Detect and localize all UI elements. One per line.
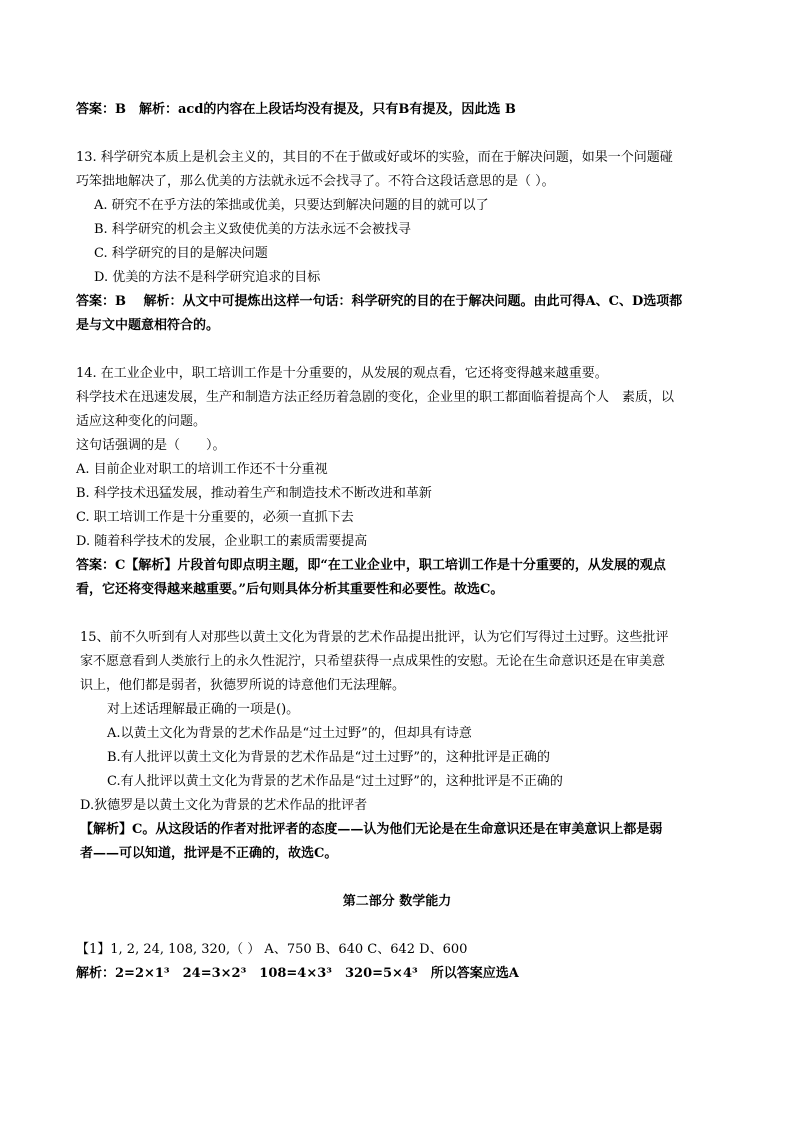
option-13-a: A. 研究不在乎方法的笨拙或优美，只要达到解决问题的目的就可以了 [94, 198, 489, 213]
option-15-a: A.以黄土文化为背景的艺术作品是“过土过野”的，但却具有诗意 [107, 726, 472, 741]
question-14-line-2: 科学技术在迅速发展，生产和制造方法正经历着急剧的变化，企业里的职工都面临着提高个人 素质，以 [76, 390, 675, 405]
option-14-c: C. 职工培训工作是十分重要的，必须一直抓下去 [76, 510, 354, 525]
answer-13-line-1: 答案：B 解析：从文中可提炼出这样一句话：科学研究的目的在于解决问题。由此可得A、C、D选项都 [76, 294, 683, 309]
option-15-b: B.有人批评以黄土文化为背景的艺术作品是“过土过野”的，这种批评是正确的 [107, 750, 550, 765]
math-question-1: 【1】1, 2, 24, 108, 320,（ ） A、750 B、640 C、642 D、600 [76, 942, 468, 957]
option-14-d: D. 随着科学技术的发展，企业职工的素质需要提高 [76, 534, 368, 549]
option-15-c: C.有人批评以黄土文化为背景的艺术作品是“过土过野”的，这种批评是不正确的 [107, 774, 563, 789]
option-14-b: B. 科学技术迅猛发展，推动着生产和制造技术不断改进和革新 [76, 486, 432, 501]
question-14-line-4: 这句话强调的是（ ）。 [76, 438, 226, 453]
answer-15-line-2: 者——可以知道，批评是不正确的，故选C。 [80, 846, 338, 861]
answer-14-line-2: 看，它还将变得越来越重要。”后句则具体分析其重要性和必要性。故选C。 [76, 582, 504, 597]
question-15-line-1: 15、前不久听到有人对那些以黄土文化为背景的艺术作品提出批评，认为它们写得过土过野。这些批评 [80, 630, 669, 645]
answer-12: 答案：B 解析：acd的内容在上段话均没有提及，只有B有提及，因此选 B [76, 102, 516, 117]
question-13-line-2: 巧笨拙地解决了，那么优美的方法就永远不会找寻了。不符合这段话意思的是（ ）。 [76, 174, 555, 189]
option-14-a: A. 目前企业对职工的培训工作还不十分重视 [76, 462, 328, 477]
option-15-d: D.狄德罗是以黄土文化为背景的艺术作品的批评者 [80, 798, 368, 813]
math-answer-1: 解析：2=2×1³ 24=3×2³ 108=4×3³ 320=5×4³ 所以答案应选A [76, 966, 519, 981]
option-13-c: C. 科学研究的目的是解决问题 [94, 246, 268, 261]
question-15-line-3: 识上，他们都是弱者，狄德罗所说的诗意他们无法理解。 [80, 678, 406, 693]
question-15-prompt: 对上述话理解最正确的一项是()。 [107, 702, 300, 717]
option-13-d: D. 优美的方法不是科学研究追求的目标 [94, 270, 321, 285]
question-14-line-3: 适应这种变化的问题。 [76, 414, 207, 429]
question-14-line-1: 14. 在工业企业中，职工培训工作是十分重要的，从发展的观点看，它还将变得越来越重要。 [76, 366, 608, 381]
question-13-line-1: 13. 科学研究本质上是机会主义的，其目的不在于做或好或坏的实验，而在于解决问题，如果一个问题碰 [76, 150, 673, 165]
answer-15-line-1: 【解析】C。从这段话的作者对批评者的态度——认为他们无论是在生命意识还是在审美意识上都是弱 [80, 822, 663, 837]
answer-13-line-2: 是与文中题意相符合的。 [76, 318, 220, 333]
answer-14-line-1: 答案：C【解析】片段首句即点明主题，即“在工业企业中，职工培训工作是十分重要的，从发展的观点 [76, 558, 666, 573]
question-15-line-2: 家不愿意看到人类旅行上的永久性泥泞，只希望获得一点成果性的安慰。无论在生命意识还是在审美意 [80, 654, 666, 669]
option-13-b: B. 科学研究的机会主义致使优美的方法永远不会被找寻 [94, 222, 411, 237]
section-title: 第二部分 数学能力 [342, 894, 452, 909]
